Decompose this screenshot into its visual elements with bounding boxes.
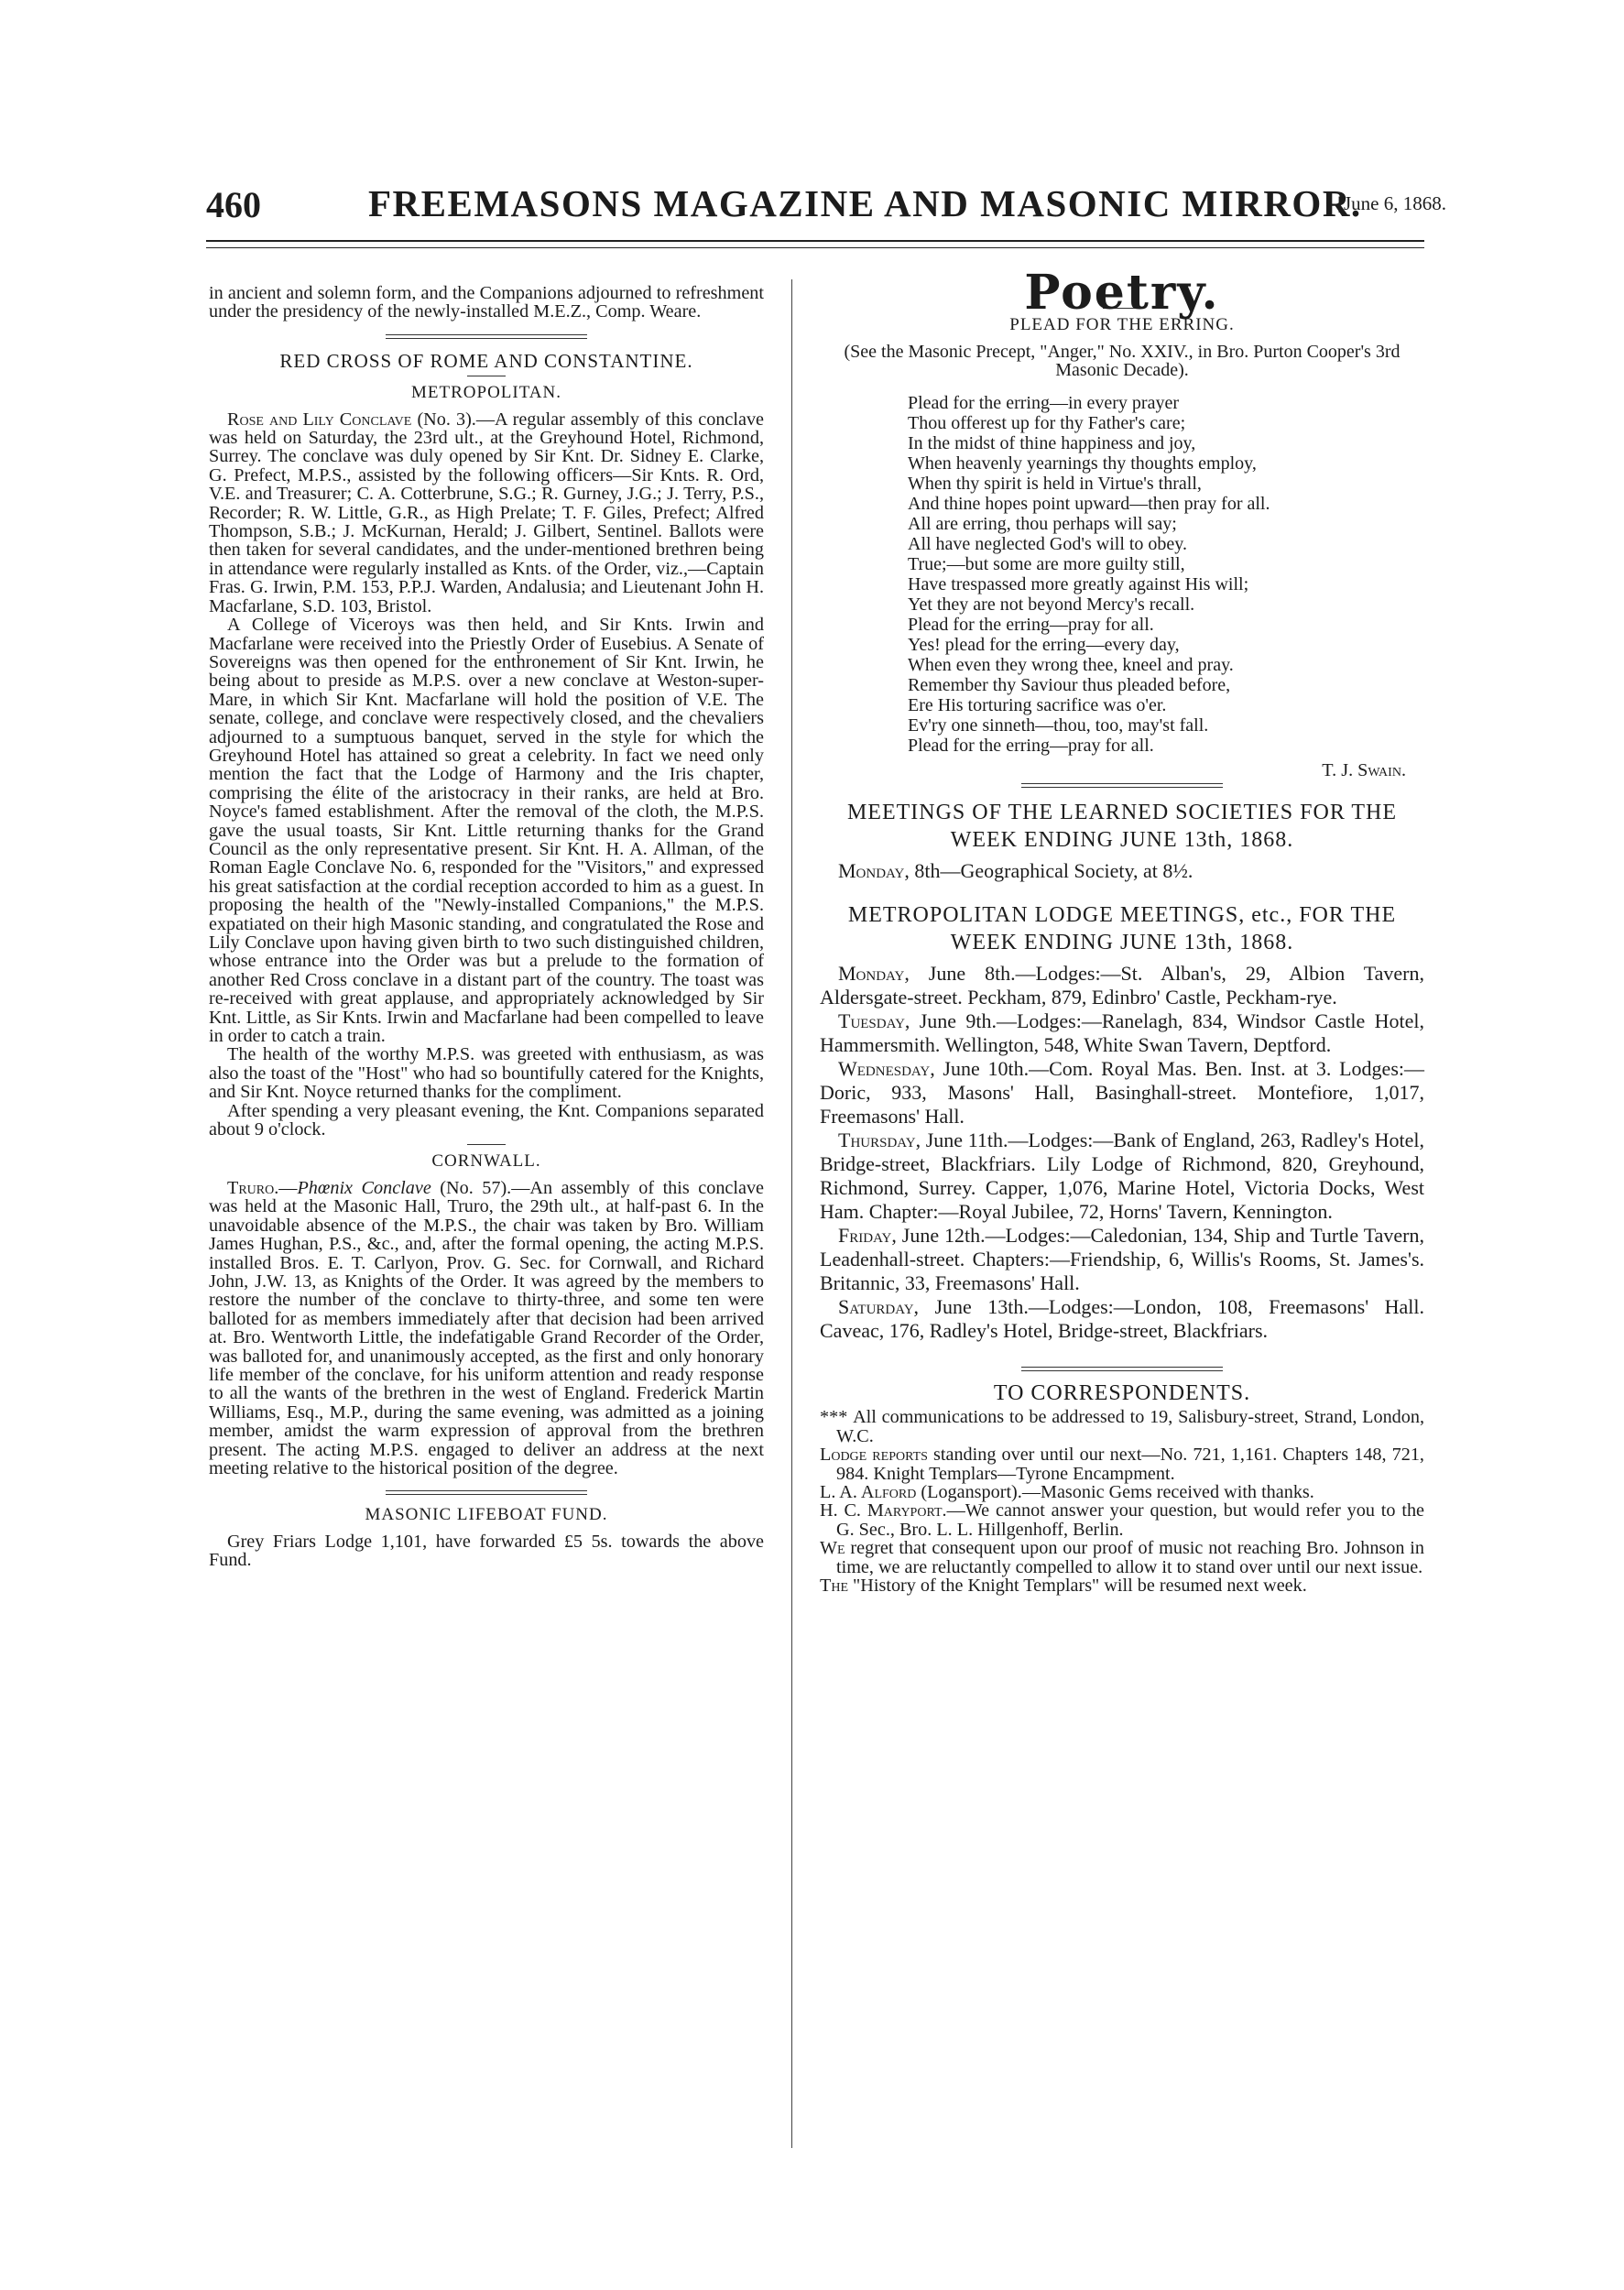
poem-line: Yes! plead for the erring—every day, [908,634,1180,655]
intro-paragraph: in ancient and solemn form, and the Companions adjourned to refreshment under the presidency of the newly-installed M.E.Z., Comp. Weare. [209,283,764,322]
poem-line: Ev'ry one sinneth—thou, too, may'st fall. [908,714,1209,736]
truro-body: (No. 57).—An assembly of this conclave was held at the Masonic Hall, Truro, the 29th ult., at half-past 6. In the unavoidable absence of the M.P.S., the chair was taken by Bro. William James Hughan, P.S., &c., and, after the formal opening, the acting M.P.S. installed Bros. E. T. Carlyon, Prov. G. Sec. for Cornwall, and Richard John, J.W. 13, as Knights of the Order. It was agreed by the members to restore the number of the conclave to thirty-three, and some ten were balloted for as members immediately after that decision had been arrived at. Bro. Wentworth Little, the indefatigable Grand Recorder of the Order, was balloted for, and unanimously accepted, as the first and only honorary life member of the conclave, for his uniform attention and ready response to all the wants of the brethren in the west of England. Frederick Martin Williams, Esq., M.P., during the same evening, was admitted as a joining member, amidst the warm expression of approval from the brethren present. The acting M.P.S. engaged to deliver an address at the next meeting relative to the historical position of the degree. [209,1177,764,1478]
meeting-entry [820,1224,1424,1295]
meeting-entry [820,1009,1424,1057]
short-rule [467,1144,506,1145]
section-title-lifeboat: MASONIC LIFEBOAT FUND. [365,1505,608,1525]
meeting-text: , June 12th.—Lodges:—Caledonian, 134, Ship and Turtle Tavern, Leadenhall-street. Chapters:—Friendship, 6, Willis's Rooms, St. James's. Britannic, 33, Freemasons' Hall. [820,1224,1424,1295]
meeting-entry [820,1295,1424,1343]
header-rule-thin [206,247,1424,248]
correspondent-lead: Lodge reports [820,1445,928,1466]
lodge-meetings-list [820,962,1424,1343]
poem-note: (See the Masonic Precept, "Anger," No. XXIV., in Bro. Purton Cooper's 3rd Masonic Decade). [844,341,1401,381]
truro-italic: Phœnix Conclave [297,1177,431,1198]
correspondents-list [820,1408,1424,1595]
meeting-entry [820,1057,1424,1129]
poem-body [908,393,1424,756]
learned-societies-title: MEETINGS OF THE LEARNED SOCIETIES FOR THE WEEK ENDING JUNE 13th, 1868. [846,801,1398,853]
rose-lily-paragraph [209,410,764,616]
poem-line: Have trespassed more greatly against His will; [908,573,1249,594]
college-paragraph: A College of Viceroys was then held, and Sir Knts. Irwin and Macfarlane were received into the Priestly Order of Eusebius. A Senate of Sovereigns was then opened for the enthronement of Sir Knt. Irwin, he being about to preside as M.P.S. over a new conclave at Weston-super-Mare, in which Sir Knt. Macfarlane will hold the position of V.E. The senate, college, and conclave were respectively closed, and the chevaliers adjourned to a sumptuous banquet, served in the style for which the Greyhound Hotel has attained so great a celebrity. In fact we need only mention the fact that the Lodge of Harmony and the Iris chapter, comprising the élite of the aristocracy in their ranks, are held at Bro. Noyce's famed establishment. After the removal of the cloth, the M.P.S. gave the usual toasts, Sir Knt. Little returning thanks for the Grand Council as the only representative present. Sir Knt. H. A. Allman, of the Roman Eagle Conclave No. 6, responded for the "Visitors," and expressed his great satisfaction at the cordial reception accorded to him as a guest. In proposing the health of the "Newly-installed Companions," the M.P.S. expatiated on their high Masonic standing, and congratulated the Rose and Lily Conclave upon having given birth to two such distinguished children, whose entrance into the Order was but a prelude to the formation of another Red Cross conclave in a distant part of the country. The toast was re-received with great applause, and appropriately acknowledged by Sir Knt. Little, as Sir Knts. Irwin and Macfarlane had been compelled to leave in order to catch a train. [209,615,764,1047]
meeting-text: , June 9th.—Lodges:—Ranelagh, 834, Windsor Castle Hotel, Hammersmith. Wellington, 548, White Swan Tavern, Deptford. [820,1009,1424,1057]
meeting-day: Tuesday [838,1009,905,1033]
poem-line: When even they wrong thee, kneel and pray. [908,654,1234,675]
correspondent-lead: We [820,1538,845,1559]
poem-line: In the midst of thine happiness and joy, [908,432,1196,453]
poem-line: All are erring, thou perhaps will say; [908,513,1177,534]
lifeboat-paragraph: Grey Friars Lodge 1,101, have forwarded £5 5s. towards the above Fund. [209,1531,764,1571]
correspondent-entry [820,1576,1424,1595]
correspondent-text: (Logansport).—Masonic Gems received with thanks. [916,1482,1314,1503]
meeting-day: Wednesday [838,1057,931,1081]
correspondent-text: All communications to be addressed to 19, Salisbury-street, Strand, London, W.C. [836,1407,1425,1446]
rose-lily-lead: Rose and Lily Conclave [227,409,412,430]
meeting-entry [820,962,1424,1009]
left-column [209,284,764,1570]
poem-line: Thou offerest up for thy Father's care; [908,412,1186,433]
correspondent-text: .—We cannot answer your question, but would refer you to the G. Sec., Bro. L. L. Hillgenhoff, Berlin. [836,1500,1424,1540]
correspondents-title: TO CORRESPONDENTS. [993,1381,1251,1406]
section-divider [1021,1367,1223,1371]
meeting-text: , June 10th.—Com. Royal Mas. Ben. Inst. at 3. Lodges:—Doric, 933, Masons' Hall, Basinghall-street. Montefiore, 1,017, Freemasons' Hall. [820,1057,1424,1129]
correspondent-lead: L. A. Alford [820,1482,917,1503]
subsection-title-cornwall: CORNWALL. [431,1151,541,1172]
poem-stanza [908,514,1424,635]
poem-stanza [908,393,1424,514]
correspondent-lead: H. C. Maryport [820,1500,943,1521]
correspondent-entry [820,1483,1424,1501]
learned-text: , 8th—Geographical Society, at 8½. [904,859,1193,883]
section-divider [386,1490,587,1495]
health-paragraph: The health of the worthy M.P.S. was greeted with enthusiasm, as was also the toast of the "Host" who had so bountifully catered for the Knights, and Sir Knt. Noyce returned thanks for the compliment. [209,1044,764,1103]
right-column [820,265,1425,1597]
correspondent-entry [820,1408,1424,1445]
meeting-text: , June 11th.—Lodges:—Bank of England, 263, Radley's Hotel, Bridge-street, Blackfriars. Lily Lodge of Richmond, 820, Greyhound, Richmond, Surrey. Capper, 1,076, Marine Hotel, Victoria Docks, West Ham. Chapter:—Royal Jubilee, 72, Horns' Tavern, Kennington. [820,1129,1424,1224]
masthead-title: FREEMASONS MAGAZINE AND MASONIC MIRROR. [368,182,1362,224]
poem-line: True;—but some are more guilty still, [908,553,1185,574]
meeting-text: , June 13th.—Lodges:—London, 108, Freemasons' Hall. Caveac, 176, Radley's Hotel, Bridge-street, Blackfriars. [820,1295,1424,1343]
section-title-red-cross: RED CROSS OF ROME AND CONSTANTINE. [279,349,693,372]
learned-monday [820,859,1424,883]
subsection-title-metropolitan: METROPOLITAN. [411,383,561,403]
learned-day: Monday [838,859,905,883]
page-number: 460 [206,184,261,225]
meeting-day: Saturday [838,1295,914,1319]
poem-line: Plead for the erring—pray for all. [908,614,1154,635]
poem-title: PLEAD FOR THE ERRING. [1009,315,1235,335]
after-paragraph: After spending a very pleasant evening, the Knt. Companions separated about 9 o'clock. [209,1100,764,1140]
meeting-day: Friday [838,1224,892,1248]
poem-stanza [908,635,1424,756]
correspondent-text: standing over until our next—No. 721, 1,161. Chapters 148, 721, 984. Knight Templars—Tyrone Encampment. [836,1445,1424,1484]
poem-line: Plead for the erring—pray for all. [908,735,1154,756]
lodge-meetings-title: METROPOLITAN LODGE MEETINGS, etc., FOR THE WEEK ENDING JUNE 13th, 1868. [847,903,1397,955]
poem-line: Plead for the erring—in every prayer [908,392,1179,413]
poem-line: All have neglected God's will to obey. [908,533,1188,554]
column-divider [791,279,792,2148]
correspondent-entry [820,1501,1424,1539]
truro-paragraph [209,1179,764,1478]
section-divider [1021,783,1223,788]
meeting-day: Thursday [838,1129,916,1152]
correspondent-text: "History of the Knight Templars" will be resumed next week. [848,1576,1307,1597]
poem-line: Ere His torturing sacrifice was o'er. [908,694,1167,715]
meeting-day: Monday [838,962,905,986]
poem-line: Remember thy Saviour thus pleaded before, [908,674,1231,695]
meeting-text: , June 8th.—Lodges:—St. Alban's, 29, Albion Tavern, Aldersgate-street. Peckham, 879, Edinbro' Castle, Peckham-rye. [820,962,1424,1009]
correspondent-lead: *** [820,1407,854,1428]
correspondent-lead: The [820,1576,848,1597]
poem-signature: T. J. Swain. [1322,759,1406,780]
poem-line: Yet they are not beyond Mercy's recall. [908,594,1195,615]
poem-line: And thine hopes point upward—then pray for all. [908,493,1270,514]
issue-date: [June 6, 1868. [1337,192,1446,214]
correspondent-entry [820,1539,1424,1576]
correspondent-text: regret that consequent upon our proof of music not reaching Bro. Johnson in time, we are reluctantly compelled to allow it to stand over until our next issue. [836,1538,1424,1577]
rose-lily-body: (No. 3).—A regular assembly of this conclave was held on Saturday, the 23rd ult., at the Greyhound Hotel, Richmond, Surrey. The conclave was duly opened by Sir Knt. Dr. Sidney E. Clarke, G. Prefect, M.P.S., assisted by the following officers—Sir Knts. R. Ord, V.E. and Treasurer; C. A. Cotterbrune, S.G.; R. Gurney, J.G.; J. Terry, P.S., Recorder; R. W. Little, G.R., as High Prelate; T. F. Giles, Prefect; Alfred Thompson, S.B.; J. McKurnan, Herald; J. Gilbert, Sentinel. Ballots were then taken for several candidates, and the under-mentioned brethren being in attendance were regularly installed as Knts. of the Order, viz.,—Captain Fras. G. Irwin, P.M. 153, P.P.J. Warden, Andalusia; and Lieutenant John H. Macfarlane, S.D. 103, Bristol. [209,409,764,616]
truro-lead: Truro.— [227,1177,298,1198]
header-rule [206,240,1424,242]
section-divider [386,334,587,339]
meeting-entry [820,1129,1424,1224]
correspondent-entry [820,1445,1424,1483]
poem-line: When thy spirit is held in Virtue's thrall, [908,473,1202,494]
poem-line: When heavenly yearnings thy thoughts employ, [908,453,1257,474]
poetry-heading: Poetry. [1024,265,1220,321]
